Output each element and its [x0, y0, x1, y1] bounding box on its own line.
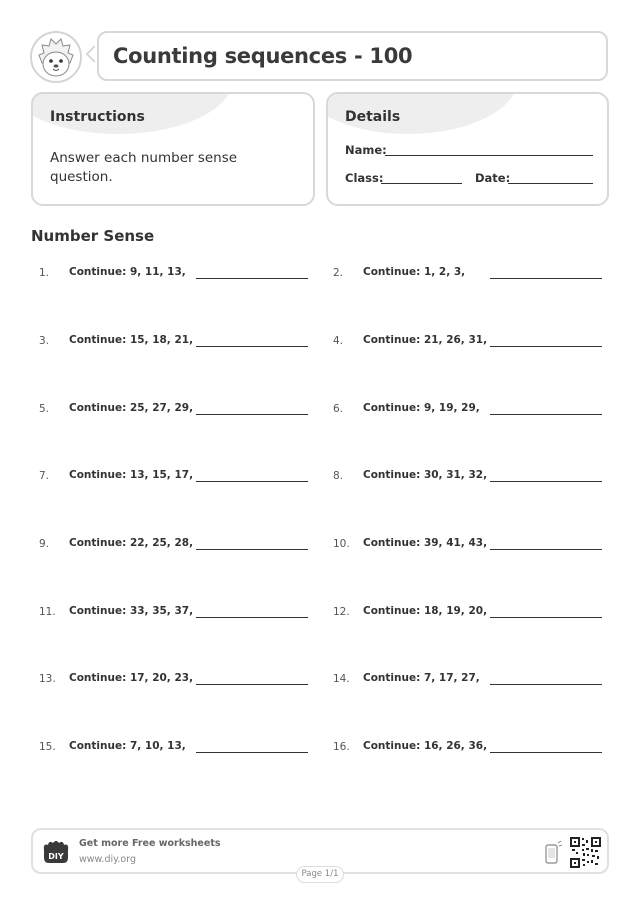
question-text: Continue: 9, 11, 13, — [69, 266, 186, 278]
question-number: 10. — [333, 538, 350, 550]
phone-icon — [543, 840, 563, 866]
question-text: Continue: 15, 18, 21, — [69, 334, 194, 346]
question-item — [325, 535, 615, 555]
name-label: Name: — [345, 143, 387, 157]
question-text: Continue: 25, 27, 29, — [69, 402, 194, 414]
question-item — [325, 332, 615, 352]
instructions-heading: Instructions — [50, 109, 145, 125]
question-number: 5. — [39, 403, 50, 415]
instructions-text: Answer each number sense question. — [50, 150, 238, 185]
answer-line[interactable] — [196, 752, 308, 753]
answer-line[interactable] — [196, 684, 308, 685]
date-field[interactable] — [508, 183, 593, 184]
question-item — [325, 264, 615, 284]
answer-line[interactable] — [196, 414, 308, 415]
question-text: Continue: 18, 19, 20, — [363, 605, 488, 617]
question-text: Continue: 21, 26, 31, — [363, 334, 488, 346]
diy-logo-icon[interactable] — [42, 840, 70, 865]
footer-url[interactable]: www.diy.org — [79, 854, 136, 865]
question-number: 3. — [39, 335, 50, 347]
question-text: Continue: 39, 41, 43, — [363, 537, 488, 549]
answer-line[interactable] — [490, 414, 602, 415]
question-item — [31, 603, 321, 623]
section-title: Number Sense — [31, 227, 155, 245]
answer-line[interactable] — [196, 278, 308, 279]
question-item — [31, 467, 321, 487]
answer-line[interactable] — [196, 617, 308, 618]
qr-code-icon — [570, 837, 601, 868]
question-text: Continue: 22, 25, 28, — [69, 537, 194, 549]
footer-title: Get more Free worksheets — [79, 838, 221, 849]
question-number: 1. — [39, 267, 50, 279]
question-number: 8. — [333, 470, 344, 482]
details-heading: Details — [345, 109, 401, 125]
question-text: Continue: 13, 15, 17, — [69, 469, 194, 481]
question-number: 14. — [333, 673, 350, 685]
class-label: Class: — [345, 171, 384, 185]
question-number: 11. — [39, 606, 56, 618]
question-item — [31, 400, 321, 420]
page-indicator: Page 1/1 — [296, 866, 344, 883]
question-item — [325, 400, 615, 420]
mascot-icon — [30, 31, 82, 83]
question-text: Continue: 30, 31, 32, — [363, 469, 488, 481]
question-number: 4. — [333, 335, 344, 347]
details-panel — [326, 92, 609, 206]
question-number: 6. — [333, 403, 344, 415]
question-number: 15. — [39, 741, 56, 753]
question-text: Continue: 1, 2, 3, — [363, 266, 466, 278]
question-number: 2. — [333, 267, 344, 279]
question-item — [31, 264, 321, 284]
answer-line[interactable] — [490, 549, 602, 550]
question-text: Continue: 9, 19, 29, — [363, 402, 480, 414]
question-text: Continue: 7, 10, 13, — [69, 740, 186, 752]
question-item — [31, 535, 321, 555]
question-text: Continue: 33, 35, 37, — [69, 605, 194, 617]
question-number: 16. — [333, 741, 350, 753]
answer-line[interactable] — [196, 346, 308, 347]
answer-line[interactable] — [196, 481, 308, 482]
question-item — [325, 467, 615, 487]
answer-line[interactable] — [490, 346, 602, 347]
instructions-panel — [31, 92, 315, 206]
answer-line[interactable] — [490, 752, 602, 753]
question-item — [31, 670, 321, 690]
title-bubble — [97, 31, 608, 81]
date-label: Date: — [475, 171, 511, 185]
question-text: Continue: 7, 17, 27, — [363, 672, 480, 684]
svg-text:DIY: DIY — [48, 852, 64, 861]
question-item — [31, 738, 321, 758]
question-number: 13. — [39, 673, 56, 685]
answer-line[interactable] — [490, 684, 602, 685]
question-text: Continue: 17, 20, 23, — [69, 672, 194, 684]
class-field[interactable] — [381, 183, 462, 184]
question-item — [325, 603, 615, 623]
question-text: Continue: 16, 26, 36, — [363, 740, 488, 752]
question-item — [31, 332, 321, 352]
page-title: Counting sequences - 100 — [113, 44, 413, 68]
name-field[interactable] — [385, 155, 593, 156]
question-item — [325, 738, 615, 758]
question-number: 12. — [333, 606, 350, 618]
answer-line[interactable] — [490, 278, 602, 279]
answer-line[interactable] — [196, 549, 308, 550]
answer-line[interactable] — [490, 481, 602, 482]
question-number: 7. — [39, 470, 50, 482]
question-item — [325, 670, 615, 690]
answer-line[interactable] — [490, 617, 602, 618]
question-number: 9. — [39, 538, 50, 550]
